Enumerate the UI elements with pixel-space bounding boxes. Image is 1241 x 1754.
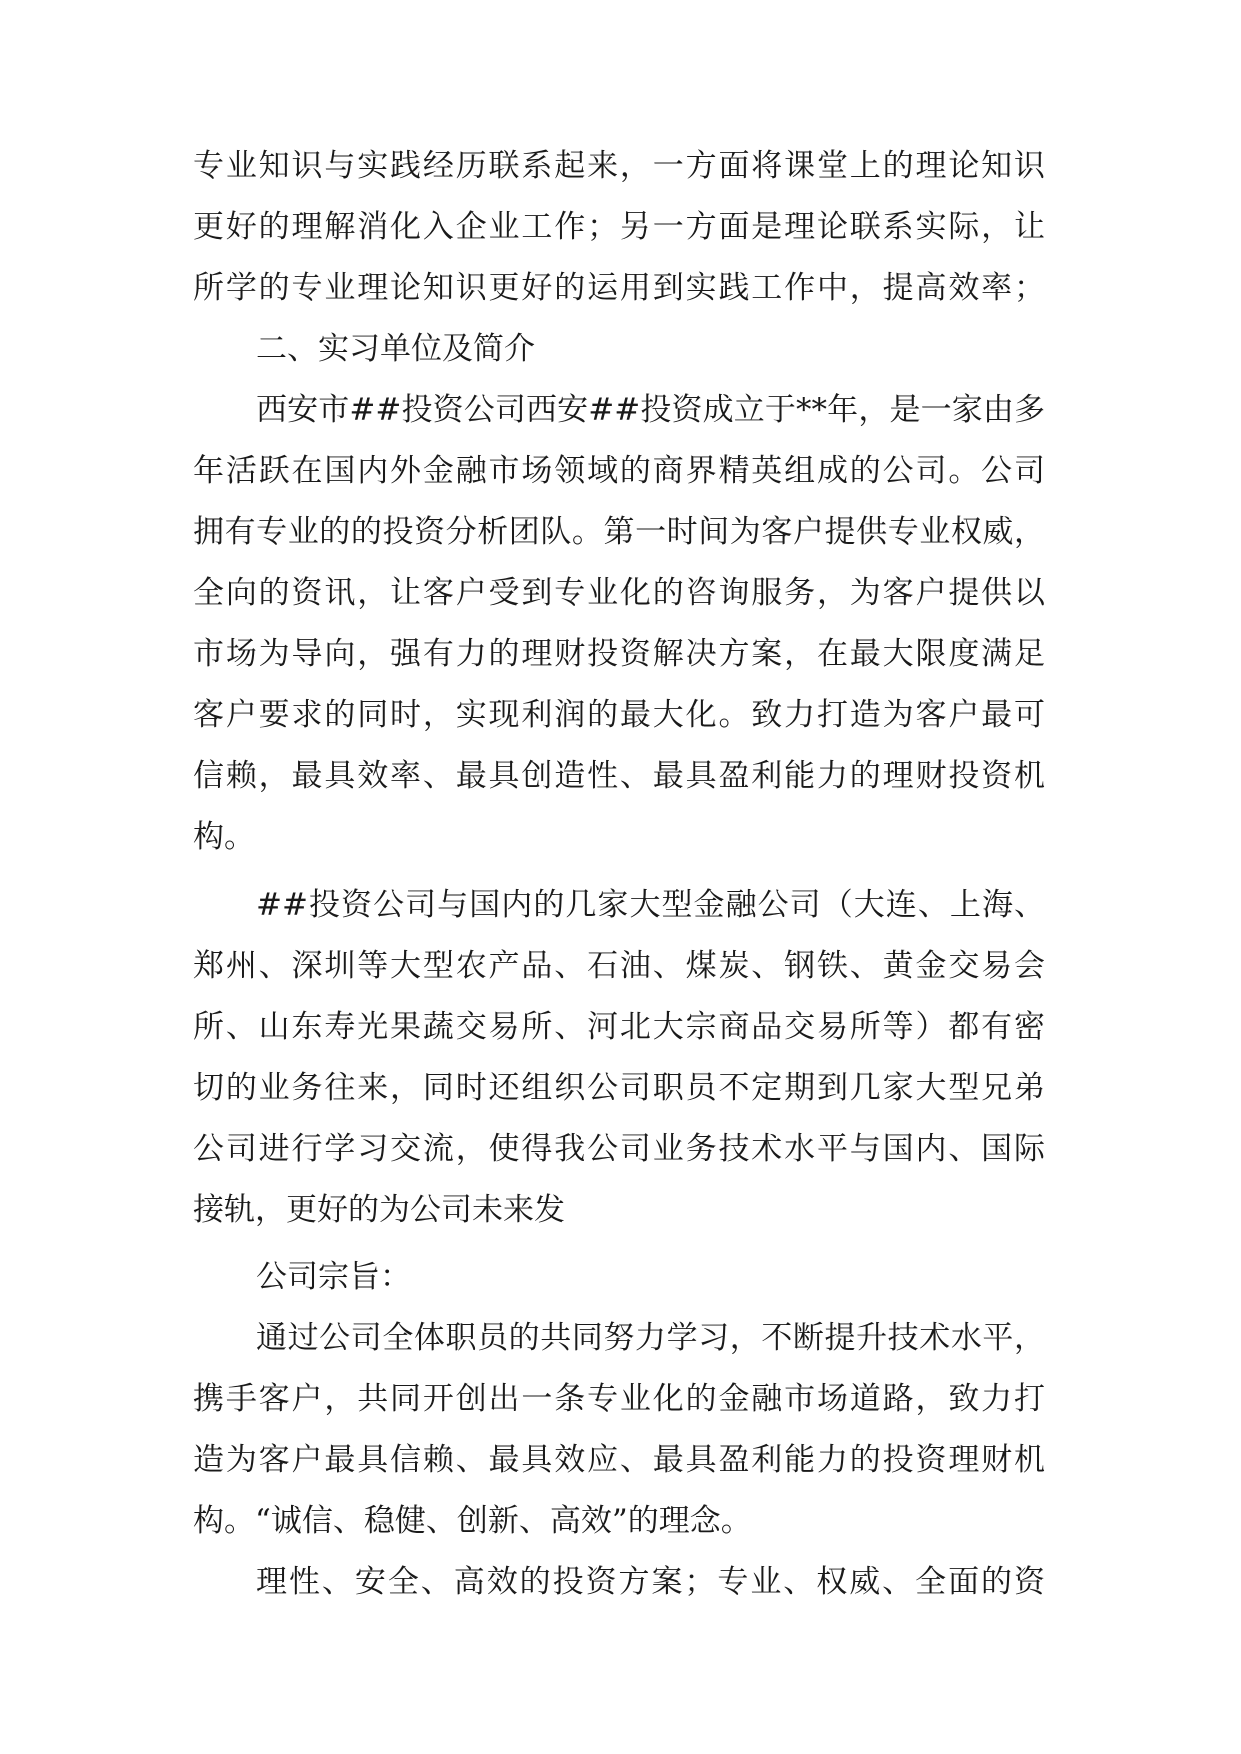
text-line: 公司进行学习交流，使得我公司业务技术水平与国内、国际 [193,1131,1045,1167]
text-line: ##投资公司与国内的几家大型金融公司（大连、上海、 [256,887,1045,923]
text-line: 构。 [193,819,255,855]
text-line: 更好的理解消化入企业工作；另一方面是理论联系实际，让 [193,209,1045,245]
text-line: 理性、安全、高效的投资方案；专业、权威、全面的资 [256,1564,1045,1600]
text-line: 携手客户，共同开创出一条专业化的金融市场道路，致力打 [193,1381,1045,1417]
text-line: 客户要求的同时，实现利润的最大化。致力打造为客户最可 [193,697,1045,733]
section-heading: 公司宗旨： [256,1259,411,1295]
text-line: 所学的专业理论知识更好的运用到实践工作中，提高效率； [193,270,1045,306]
text-line: 切的业务往来，同时还组织公司职员不定期到几家大型兄弟 [193,1070,1045,1106]
text-line: 通过公司全体职员的共同努力学习，不断提升技术水平， [256,1320,1045,1356]
text-line: 年活跃在国内外金融市场领域的商界精英组成的公司。公司 [193,453,1045,489]
text-line: 造为客户最具信赖、最具效应、最具盈利能力的投资理财机 [193,1442,1045,1478]
text-line: 构。“诚信、稳健、创新、高效”的理念。 [193,1503,752,1539]
text-line: 拥有专业的的投资分析团队。第一时间为客户提供专业权威， [193,514,1045,550]
text-line: 所、山东寿光果蔬交易所、河北大宗商品交易所等）都有密 [193,1009,1045,1045]
text-line: 接轨，更好的为公司未来发 [193,1192,565,1228]
section-heading: 二、实习单位及简介 [256,331,535,367]
text-line: 全向的资讯，让客户受到专业化的咨询服务，为客户提供以 [193,575,1045,611]
text-line: 郑州、深圳等大型农产品、石油、煤炭、钢铁、黄金交易会 [193,948,1045,984]
text-line: 西安市##投资公司西安##投资成立于**年，是一家由多 [256,392,1045,428]
text-line: 市场为导向，强有力的理财投资解决方案，在最大限度满足 [193,636,1045,672]
text-line: 信赖，最具效率、最具创造性、最具盈利能力的理财投资机 [193,758,1045,794]
text-line: 专业知识与实践经历联系起来，一方面将课堂上的理论知识 [193,148,1045,184]
